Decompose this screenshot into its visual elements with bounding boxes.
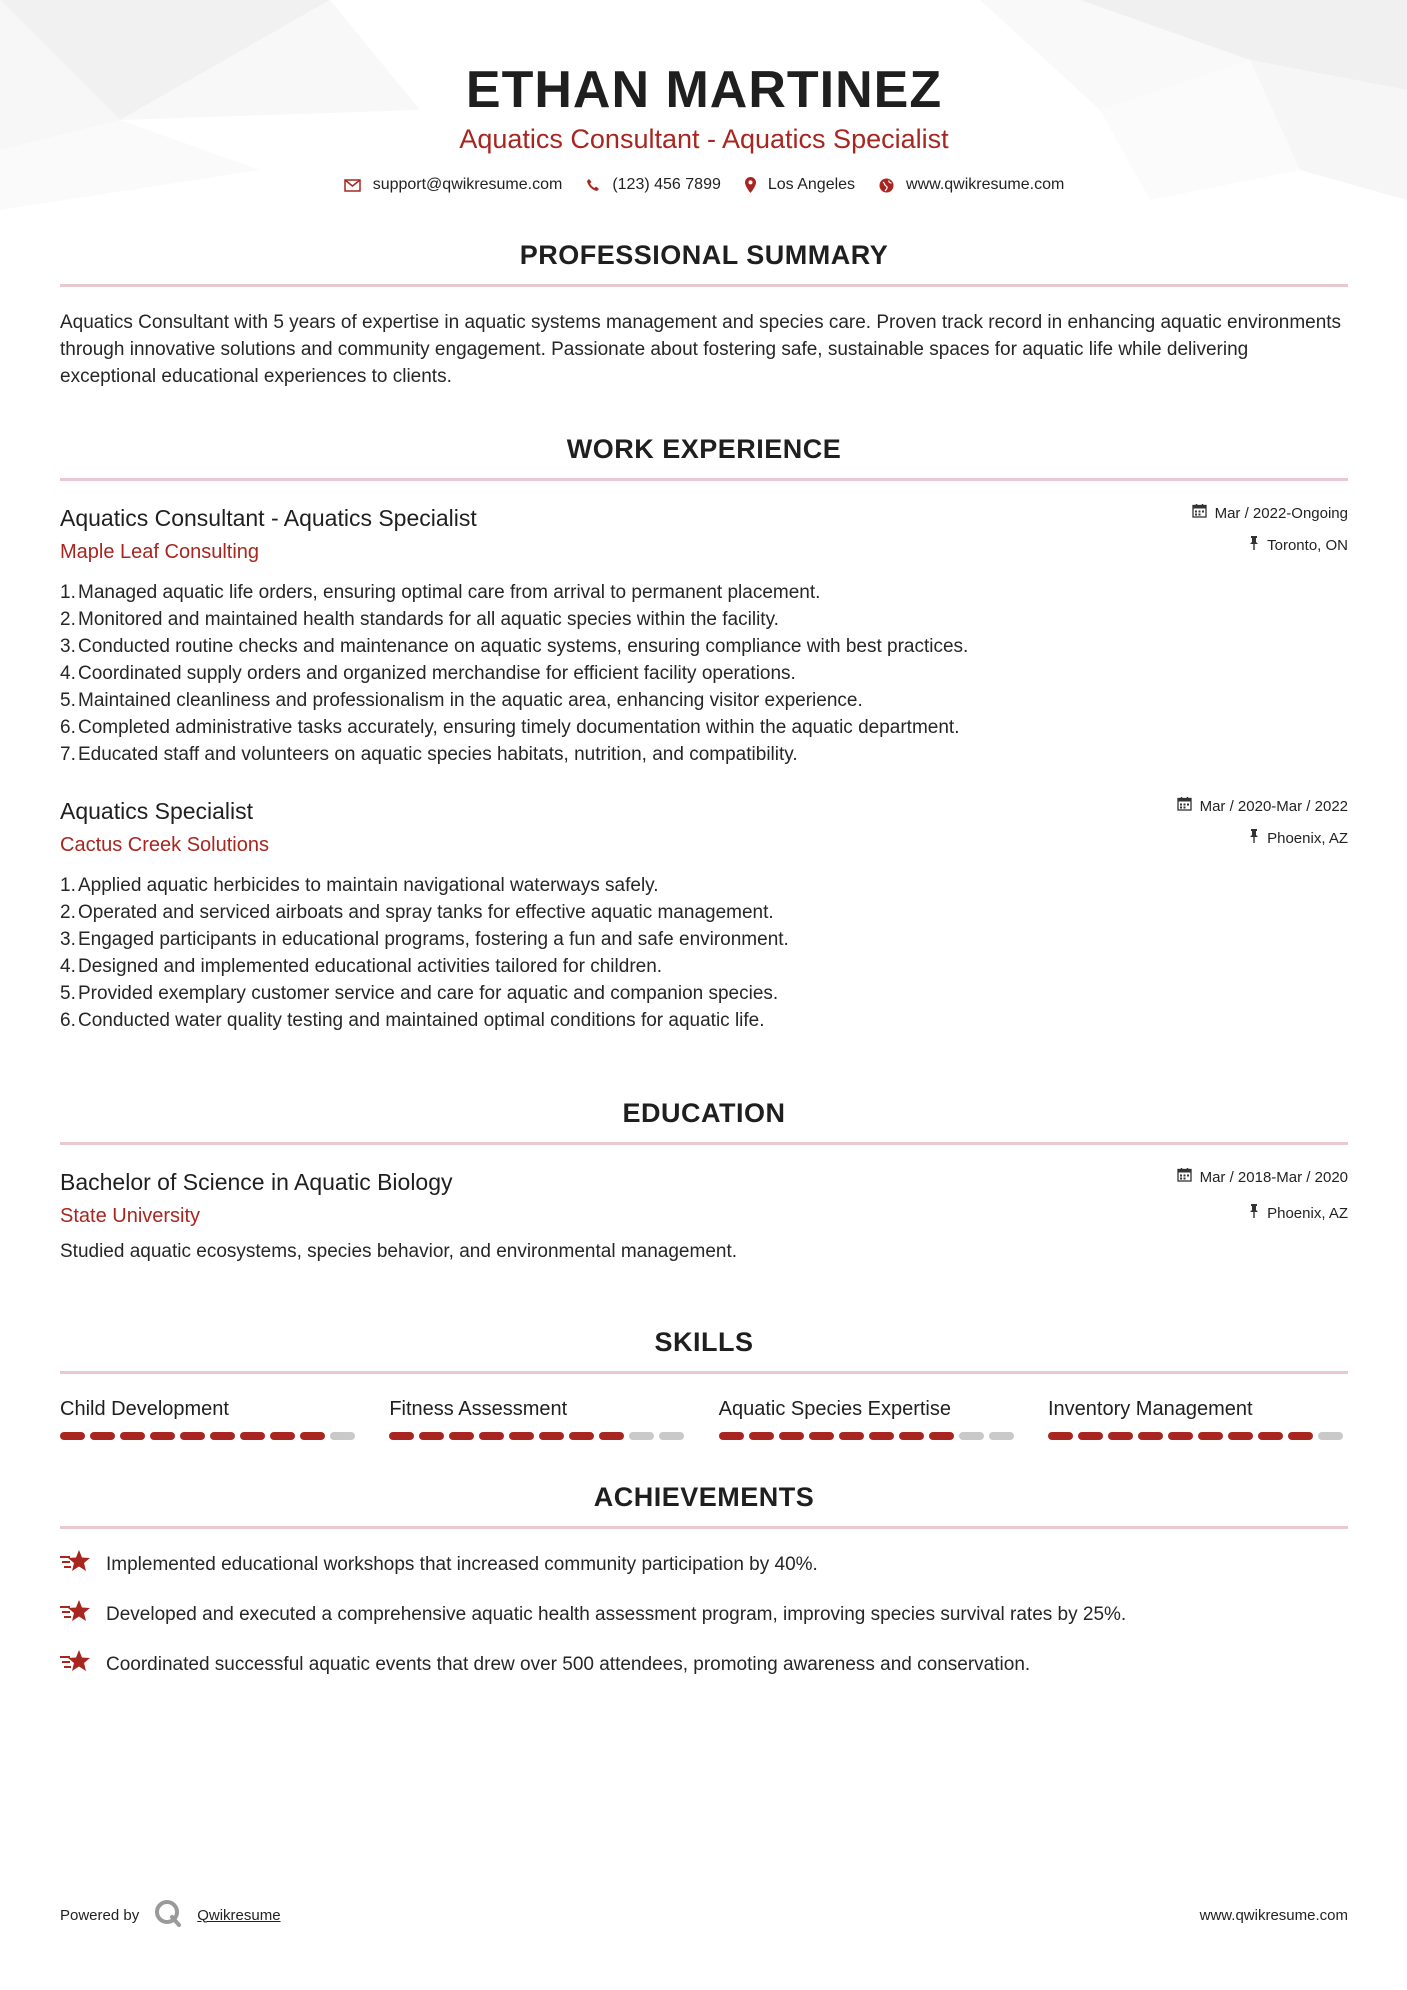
job-dates: Mar / 2022-Ongoing — [1214, 505, 1348, 522]
skill-level-segment — [1228, 1432, 1253, 1440]
list-item: 4. Coordinated supply orders and organized merchandise for efficient facility operations. — [60, 663, 796, 684]
skill-level-segment — [210, 1432, 235, 1440]
skill-level-segment — [389, 1432, 414, 1440]
envelope-icon — [344, 179, 361, 192]
education-dates: Mar / 2018-Mar / 2020 — [1199, 1169, 1348, 1186]
calendar-icon — [1177, 1167, 1192, 1189]
skill-item — [1048, 1396, 1348, 1440]
skill-level-segment — [899, 1432, 924, 1440]
skill-level-segment — [809, 1432, 834, 1440]
skill-level-segment — [479, 1432, 504, 1440]
skill-level-bar — [60, 1432, 360, 1440]
skill-level-segment — [1108, 1432, 1133, 1440]
job-entry — [60, 503, 1348, 768]
achievement-item — [60, 1649, 1348, 1681]
powered-by-label: Powered by — [60, 1906, 140, 1924]
section-divider — [60, 1526, 1348, 1529]
summary-text: Aquatics Consultant with 5 years of expertise in aquatic systems management and species care. Proven track record in enhancing aquatic environments through innovative solutions and community engagement. Passionate about fostering safe, sustainable spaces for aquatic life while delivering exceptional educational experiences to clients. — [60, 312, 1342, 387]
achievement-text: Coordinated successful aquatic events that drew over 500 attendees, promoting awareness and conservation. — [106, 1654, 1031, 1675]
skill-level-segment — [749, 1432, 774, 1440]
summary-heading: PROFESSIONAL SUMMARY — [519, 240, 889, 270]
contact-location — [745, 176, 855, 194]
skill-level-segment — [869, 1432, 894, 1440]
job-duties — [60, 872, 1348, 1034]
star-icon — [60, 1649, 92, 1681]
achievement-item — [60, 1549, 1348, 1581]
qwikresume-logo-icon — [153, 1898, 183, 1932]
pushpin-icon — [1249, 1203, 1259, 1225]
list-item: 5. Provided exemplary customer service and care for aquatic and companion species. — [60, 983, 779, 1004]
skill-level-segment — [330, 1432, 355, 1440]
skill-level-segment — [839, 1432, 864, 1440]
list-item: 1. Managed aquatic life orders, ensuring optimal care from arrival to permanent placement. — [60, 582, 821, 603]
candidate-name: ETHAN MARTINEZ — [465, 61, 943, 119]
summary-section — [60, 238, 1348, 390]
powered-by — [60, 1898, 281, 1932]
skill-item — [719, 1396, 1019, 1440]
skills-heading: SKILLS — [654, 1327, 754, 1357]
skill-level-segment — [989, 1432, 1014, 1440]
skill-level-segment — [150, 1432, 175, 1440]
skill-level-segment — [60, 1432, 85, 1440]
skills-grid — [60, 1396, 1348, 1440]
skill-level-segment — [569, 1432, 594, 1440]
skill-level-bar — [389, 1432, 689, 1440]
job-dates: Mar / 2020-Mar / 2022 — [1199, 798, 1348, 815]
pushpin-icon — [1249, 535, 1259, 557]
skill-level-segment — [1258, 1432, 1283, 1440]
candidate-title: Aquatics Consultant - Aquatics Specialist — [459, 124, 949, 154]
list-item: 4. Designed and implemented educational activities tailored for children. — [60, 956, 663, 977]
star-icon — [60, 1599, 92, 1631]
skill-name: Aquatic Species Expertise — [718, 1398, 951, 1420]
job-location: Toronto, ON — [1267, 537, 1348, 554]
contact-email[interactable] — [344, 176, 563, 194]
skill-level-bar — [719, 1432, 1019, 1440]
education-location: Phoenix, AZ — [1267, 1205, 1348, 1222]
skill-item — [389, 1396, 689, 1440]
globe-icon — [879, 178, 894, 193]
section-divider — [60, 284, 1348, 287]
skill-name: Fitness Assessment — [389, 1398, 568, 1420]
qwikresume-link[interactable]: Qwikresume — [197, 1906, 281, 1924]
job-title: Aquatics Consultant - Aquatics Specialist — [60, 505, 477, 531]
skill-level-segment — [120, 1432, 145, 1440]
contact-bar — [60, 176, 1348, 194]
resume-header — [60, 0, 1348, 194]
section-divider — [60, 1371, 1348, 1374]
job-title: Aquatics Specialist — [60, 798, 254, 824]
skill-level-bar — [1048, 1432, 1348, 1440]
contact-website[interactable] — [879, 176, 1064, 194]
list-item: 2. Operated and serviced airboats and spray tanks for effective aquatic management. — [60, 902, 774, 923]
contact-email-text: support@qwikresume.com — [372, 176, 563, 193]
footer-website[interactable]: www.qwikresume.com — [1199, 1906, 1348, 1924]
skill-level-segment — [599, 1432, 624, 1440]
contact-location-text: Los Angeles — [767, 176, 856, 193]
skill-name: Child Development — [60, 1398, 229, 1420]
skill-level-segment — [539, 1432, 564, 1440]
job-meta — [1192, 503, 1348, 557]
company-name: Cactus Creek Solutions — [60, 834, 269, 856]
pushpin-icon — [1249, 828, 1259, 850]
phone-icon — [586, 178, 600, 192]
achievements-list — [60, 1549, 1348, 1681]
education-section — [60, 1096, 1348, 1265]
resume-page — [60, 0, 1348, 1681]
contact-phone-text: (123) 456 7899 — [612, 176, 721, 193]
section-divider — [60, 478, 1348, 481]
contact-website-text: www.qwikresume.com — [906, 176, 1065, 193]
job-location: Phoenix, AZ — [1267, 830, 1348, 847]
education-description: Studied aquatic ecosystems, species behavior, and environmental management. — [60, 1241, 738, 1262]
calendar-icon — [1177, 796, 1192, 818]
company-name: Maple Leaf Consulting — [60, 541, 260, 563]
achievement-text: Developed and executed a comprehensive aquatic health assessment program, improving species survival rates by 25%. — [106, 1604, 1127, 1625]
skill-level-segment — [270, 1432, 295, 1440]
education-heading: EDUCATION — [622, 1098, 786, 1128]
education-meta — [1177, 1167, 1348, 1225]
contact-phone[interactable] — [586, 176, 721, 194]
skill-name: Inventory Management — [1047, 1398, 1253, 1420]
achievement-item — [60, 1599, 1348, 1631]
skill-level-segment — [1138, 1432, 1163, 1440]
skill-level-segment — [240, 1432, 265, 1440]
skill-level-segment — [449, 1432, 474, 1440]
achievements-section — [60, 1480, 1348, 1681]
skill-level-segment — [1048, 1432, 1073, 1440]
map-pin-icon — [745, 177, 756, 193]
list-item: 3. Conducted routine checks and maintenance on aquatic systems, ensuring compliance with best practices. — [60, 636, 969, 657]
calendar-icon — [1192, 503, 1207, 525]
skill-level-segment — [629, 1432, 654, 1440]
skills-section — [60, 1325, 1348, 1440]
job-duties — [60, 579, 1348, 768]
skill-level-segment — [719, 1432, 744, 1440]
skill-level-segment — [1318, 1432, 1343, 1440]
skill-item — [60, 1396, 360, 1440]
skill-level-segment — [779, 1432, 804, 1440]
degree-title: Bachelor of Science in Aquatic Biology — [60, 1169, 453, 1195]
job-entry — [60, 796, 1348, 1034]
section-divider — [60, 1142, 1348, 1145]
list-item: 3. Engaged participants in educational programs, fostering a fun and safe environment. — [60, 929, 789, 950]
skill-level-segment — [180, 1432, 205, 1440]
list-item: 7. Educated staff and volunteers on aquatic species habitats, nutrition, and compatibility. — [60, 744, 798, 765]
skill-level-segment — [959, 1432, 984, 1440]
skill-level-segment — [1198, 1432, 1223, 1440]
star-icon — [60, 1549, 92, 1581]
skill-level-segment — [659, 1432, 684, 1440]
education-entry — [60, 1167, 1348, 1265]
list-item: 6. Completed administrative tasks accurately, ensuring timely documentation within the aquatic department. — [60, 717, 960, 738]
page-footer — [60, 1898, 1348, 1932]
skill-level-segment — [300, 1432, 325, 1440]
achievements-heading: ACHIEVEMENTS — [593, 1482, 815, 1512]
job-meta — [1177, 796, 1348, 850]
skill-level-segment — [1168, 1432, 1193, 1440]
list-item: 2. Monitored and maintained health standards for all aquatic species within the facility. — [60, 609, 779, 630]
experience-section — [60, 432, 1348, 1034]
list-item: 1. Applied aquatic herbicides to maintain navigational waterways safely. — [60, 875, 659, 896]
achievement-text: Implemented educational workshops that increased community participation by 40%. — [106, 1554, 818, 1575]
skill-level-segment — [929, 1432, 954, 1440]
skill-level-segment — [90, 1432, 115, 1440]
skill-level-segment — [509, 1432, 534, 1440]
skill-level-segment — [1078, 1432, 1103, 1440]
skill-level-segment — [1288, 1432, 1313, 1440]
experience-heading: WORK EXPERIENCE — [566, 434, 842, 464]
list-item: 5. Maintained cleanliness and professionalism in the aquatic area, enhancing visitor experience. — [60, 690, 863, 711]
list-item: 6. Conducted water quality testing and maintained optimal conditions for aquatic life. — [60, 1010, 765, 1031]
skill-level-segment — [419, 1432, 444, 1440]
school-name: State University — [60, 1205, 201, 1227]
